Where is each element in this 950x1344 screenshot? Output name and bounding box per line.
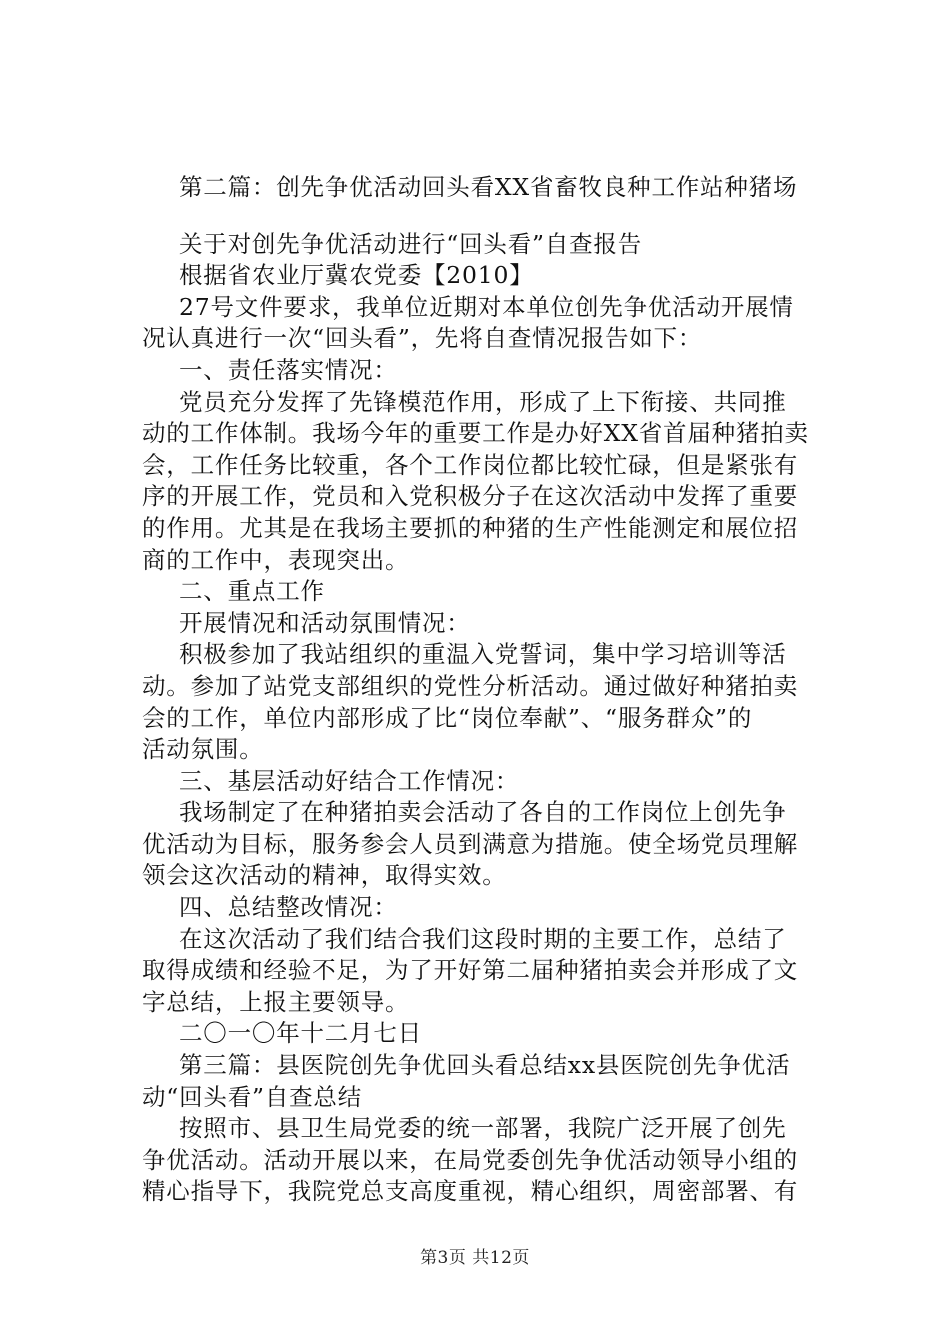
text-line: 关于对创先争优活动进行“回头看”自查报告 xyxy=(179,229,643,258)
text-line: 二〇一〇年十二月七日 xyxy=(179,1019,422,1048)
text-line: 四、总结整改情况： xyxy=(179,893,398,922)
text-line: 我场制定了在种猪拍卖会活动了各自的工作岗位上创先争 xyxy=(179,798,787,827)
text-line: 在这次活动了我们结合我们这段时期的主要工作，总结了 xyxy=(179,924,787,953)
text-line: 会，工作任务比较重，各个工作岗位都比较忙碌，但是紧张有 xyxy=(142,450,799,479)
text-line: 动的工作体制。我场今年的重要工作是办好XX省首届种猪拍卖 xyxy=(142,419,809,448)
text-line: 序的开展工作，党员和入党积极分子在这次活动中发挥了重要 xyxy=(142,482,799,511)
document-body xyxy=(142,172,832,1208)
text-line: 商的工作中，表现突出。 xyxy=(142,545,410,574)
text-line: 27号文件要求，我单位近期对本单位创先争优活动开展情 xyxy=(179,292,794,321)
text-line: 按照市、县卫生局党委的统一部署，我院广泛开展了创先 xyxy=(179,1114,787,1143)
text-line: 动。参加了站党支部组织的党性分析活动。通过做好种猪拍卖 xyxy=(142,671,799,700)
text-line: 精心指导下，我院党总支高度重视，精心组织，周密部署、有 xyxy=(142,1177,799,1206)
text-line: 二、重点工作 xyxy=(179,577,325,606)
text-line: 优活动为目标，服务参会人员到满意为措施。使全场党员理解 xyxy=(142,829,799,858)
text-line: 取得成绩和经验不足，为了开好第二届种猪拍卖会并形成了文 xyxy=(142,956,799,985)
page-footer: 第3页 共12页 xyxy=(420,1248,530,1268)
text-line: 第三篇：县医院创先争优回头看总结xx县医院创先争优活 xyxy=(179,1051,791,1080)
text-line: 况认真进行一次“回头看”，先将自查情况报告如下： xyxy=(142,324,703,353)
text-line: 领会这次活动的精神，取得实效。 xyxy=(142,861,507,890)
text-line: 第二篇：创先争优活动回头看XX省畜牧良种工作站种猪场 xyxy=(179,173,798,201)
text-line: 三、基层活动好结合工作情况： xyxy=(179,766,520,795)
text-line: 党员充分发挥了先锋模范作用，形成了上下衔接、共同推 xyxy=(179,387,787,416)
text-line: 根据省农业厅冀农党委【2010】 xyxy=(179,261,534,290)
text-line: 开展情况和活动氛围情况： xyxy=(179,608,471,637)
text-line: 的作用。尤其是在我场主要抓的种猪的生产性能测定和展位招 xyxy=(142,513,799,542)
text-line: 一、责任落实情况： xyxy=(179,355,398,384)
text-line: 动“回头看”自查总结 xyxy=(142,1082,363,1111)
text-line: 会的工作，单位内部形成了比“岗位奉献”、“服务群众”的 xyxy=(142,703,753,732)
text-line: 活动氛围。 xyxy=(142,735,264,764)
text-line: 争优活动。活动开展以来，在局党委创先争优活动领导小组的 xyxy=(142,1145,799,1174)
text-line: 积极参加了我站组织的重温入党誓词，集中学习培训等活 xyxy=(179,640,787,669)
text-line: 字总结，上报主要领导。 xyxy=(142,987,410,1016)
